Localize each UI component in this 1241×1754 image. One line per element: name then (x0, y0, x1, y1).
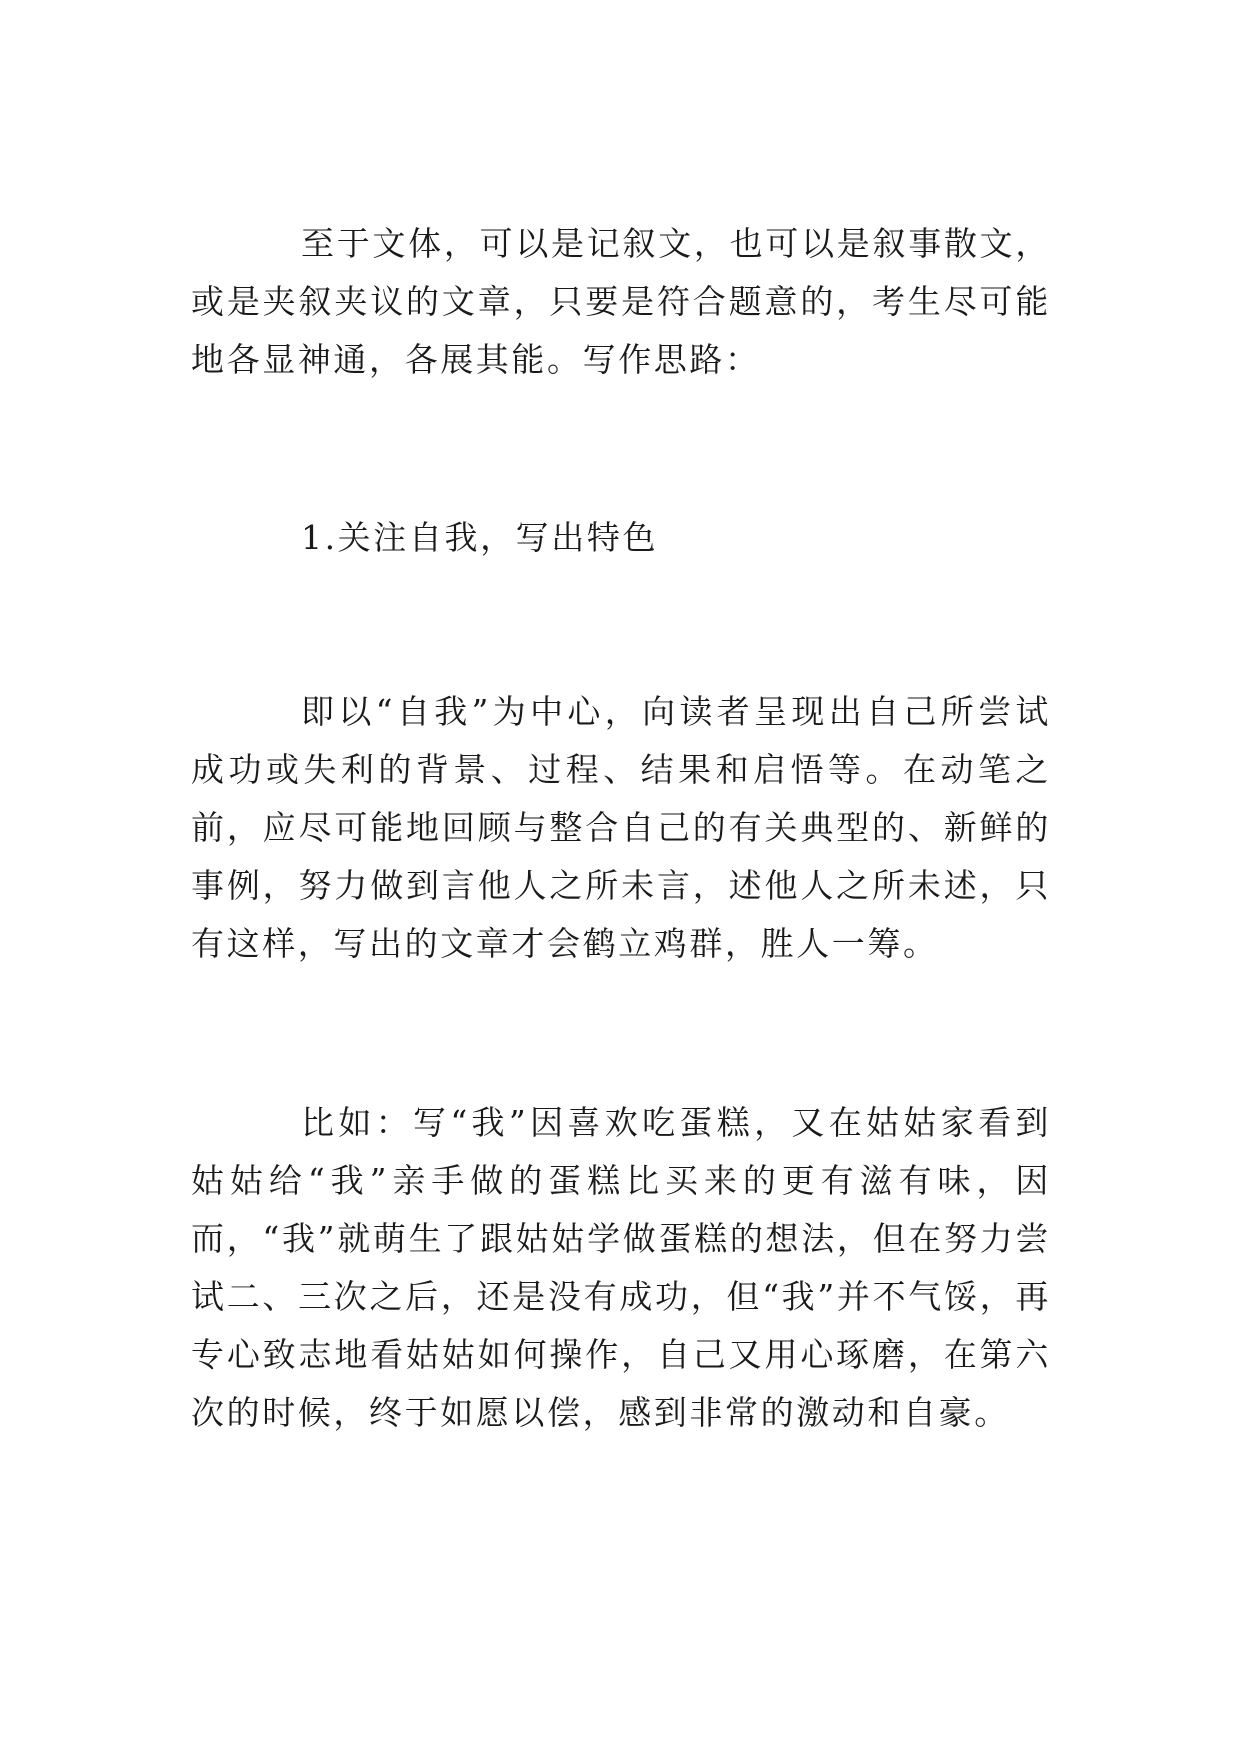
paragraph-self-center: 即以“自我”为中心，向读者呈现出自己所尝试成功或失利的背景、过程、结果和启悟等。在动笔之前，应尽可能地回顾与整合自己的有关典型的、新鲜的事例，努力做到言他人之所未言，述他人之所未述，只有这样，写出的文章才会鹤立鸡群，胜人一筹。 (191, 692, 1051, 963)
section-heading-focus-on-self: 1.关注自我，写出特色 (301, 518, 659, 557)
paragraph-example-cake: 比如：写“我”因喜欢吃蛋糕，又在姑姑家看到姑姑给“我”亲手做的蛋糕比买来的更有滋有味，因而，“我”就萌生了跟姑姑学做蛋糕的想法，但在努力尝试二、三次之后，还是没有成功，但“我”并不气馁，再专心致志地看姑姑如何操作，自己又用心琢磨，在第六次的时候，终于如愿以偿，感到非常的激动和自豪。 (191, 1103, 1051, 1432)
paragraph-writing-style: 至于文体，可以是记叙文，也可以是叙事散文，或是夹叙夹议的文章，只要是符合题意的，考生尽可能地各显神通，各展其能。写作思路： (191, 224, 1051, 379)
